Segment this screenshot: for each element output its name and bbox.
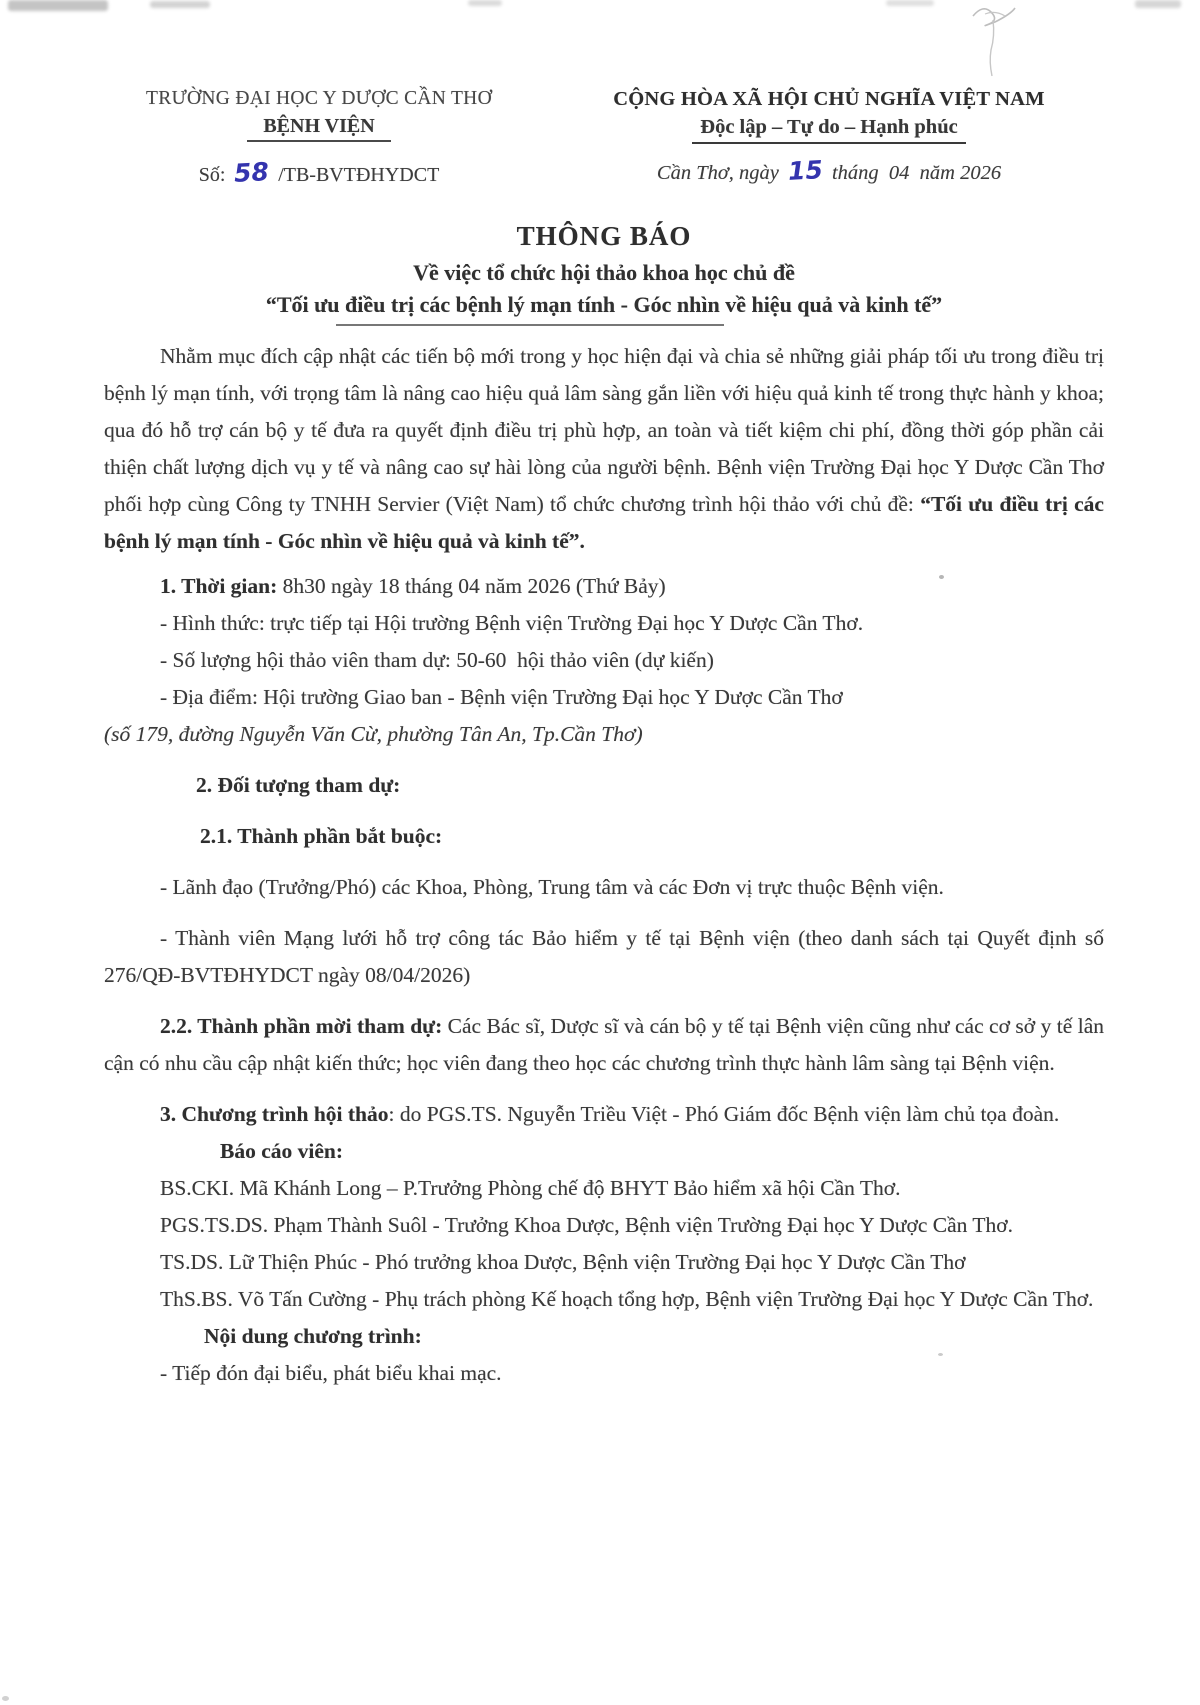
speaker-item-2: PGS.TS.DS. Phạm Thành Suôl - Trưởng Khoa Dược, Bệnh viện Trường Đại học Y Dược Cần Thơ. — [160, 1213, 1013, 1237]
section-1-label: 1. Thời gian: — [160, 574, 278, 598]
section-2-1-heading: 2.1. Thành phần bắt buộc: — [200, 824, 443, 848]
section-1-location-note: (số 179, đường Nguyễn Văn Cừ, phường Tân An, Tp.Cần Thơ) — [104, 722, 643, 746]
scan-smudge — [150, 1, 210, 8]
scan-speck — [2, 1696, 9, 1701]
issuer-block — [104, 88, 534, 187]
section-3-label: 3. Chương trình hội thảo — [160, 1102, 389, 1126]
section-2-heading: 2. Đối tượng tham dự: — [196, 773, 401, 797]
section-2-2-text: Các Bác sĩ, Dược sĩ và cán bộ y tế tại Bệnh viện cũng như các cơ sở y tế lân cận có nhu cầu cập nhật kiến thức; học viên đang theo học các chương trình thực hành lâm sàng tại Bệnh viện. — [104, 1014, 1104, 1075]
date-day-handwritten: 15 — [787, 155, 824, 186]
speaker-item-1: BS.CKI. Mã Khánh Long – P.Trưởng Phòng chế độ BHYT Bảo hiểm xã hội Cần Thơ. — [160, 1176, 901, 1200]
document-topic: “Tối ưu điều trị các bệnh lý mạn tính - Góc nhìn về hiệu quả và kinh tế” — [104, 292, 1104, 318]
section-2-2-label: 2.2. Thành phần mời tham dự: — [160, 1014, 443, 1038]
document-header — [104, 88, 1104, 187]
document-body — [104, 338, 1104, 1392]
section-1-value: 8h30 ngày 18 tháng 04 năm 2026 (Thứ Bảy) — [277, 574, 666, 598]
section-3-text: : do PGS.TS. Nguyễn Triều Việt - Phó Giám đốc Bệnh viện làm chủ tọa đoàn. — [388, 1102, 1060, 1126]
document-title: THÔNG BÁO — [516, 221, 692, 251]
intro-text: Nhằm mục đích cập nhật các tiến bộ mới trong y học hiện đại và chia sẻ những giải pháp tối ưu trong điều trị bệnh lý mạn tính, với trọng tâm là nâng cao hiệu quả lâm sàng gắn liền với hiệu quả kinh tế trong thực hành y khoa; qua đó hỗ trợ cán bộ y tế đưa ra quyết định điều trị phù hợp, an toàn và tiết kiệm chi phí, đồng thời góp phần cải thiện chất lượng dịch vụ y tế và nâng cao sự hài lòng của người bệnh. Bệnh viện Trường Đại học Y Dược Cần Thơ phối hợp cùng Công ty TNHH Servier (Việt Nam) tổ chức chương trình hội thảo với chủ đề: — [104, 344, 1104, 516]
scan-smudge — [468, 0, 502, 6]
document-number-handwritten: 58 — [233, 157, 270, 188]
document-number-prefix: Số: — [198, 164, 226, 186]
document-content — [104, 88, 1104, 1392]
national-motto-line2: Độc lập – Tự do – Hạnh phúc — [554, 116, 1104, 144]
date-line — [554, 156, 1104, 185]
speaker-item-3: TS.DS. Lữ Thiện Phúc - Phó trưởng khoa Dược, Bệnh viện Trường Đại học Y Dược Cần Thơ — [160, 1250, 966, 1274]
intro-topic-bold: “Tối ưu điều trị các bệnh lý mạn tính - Góc nhìn về hiệu quả và kinh tế”. — [104, 492, 1104, 553]
national-motto-line1: CỘNG HÒA XÃ HỘI CHỦ NGHĨA VIỆT NAM — [613, 88, 1045, 110]
date-prefix: Cần Thơ, ngày — [656, 162, 779, 184]
section-1-item-format: - Hình thức: trực tiếp tại Hội trường Bệnh viện Trường Đại học Y Dược Cần Thơ. — [160, 611, 864, 635]
date-suffix: tháng 04 năm 2026 — [831, 162, 1002, 184]
section-2-2-paragraph — [104, 1008, 1104, 1082]
document-subtitle: Về việc tổ chức hội thảo khoa học chủ đề — [413, 260, 795, 285]
issuer-organization: TRƯỜNG ĐẠI HỌC Y DƯỢC CẦN THƠ — [146, 88, 492, 109]
pencil-scribble — [965, 2, 1025, 80]
scan-smudge — [1135, 0, 1181, 8]
document-number-line — [104, 158, 534, 187]
section-2-1-item-2: - Thành viên Mạng lưới hỗ trợ công tác Bảo hiểm y tế tại Bệnh viện (theo danh sách tại Quyết định số 276/QĐ-BVTĐHYDCT ngày 08/04/2026) — [104, 926, 1104, 987]
section-2-1-item-1: - Lãnh đạo (Trưởng/Phó) các Khoa, Phòng, Trung tâm và các Đơn vị trực thuộc Bệnh viện. — [160, 875, 944, 899]
section-3-paragraph — [104, 1096, 1104, 1133]
agenda-item-1: - Tiếp đón đại biểu, phát biểu khai mạc. — [160, 1361, 502, 1385]
speaker-item-4: ThS.BS. Võ Tấn Cường - Phụ trách phòng Kế hoạch tổng hợp, Bệnh viện Trường Đại học Y Dược Cần Thơ. — [160, 1287, 1094, 1311]
national-header-block — [534, 88, 1104, 185]
section-1-item-location: - Địa điểm: Hội trường Giao ban - Bệnh viện Trường Đại học Y Dược Cần Thơ — [160, 685, 843, 709]
document-number-suffix: /TB-BVTĐHYDCT — [278, 164, 440, 186]
speakers-heading: Báo cáo viên: — [220, 1139, 344, 1163]
scan-smudge — [886, 0, 934, 6]
scan-smudge — [8, 0, 108, 11]
section-1-heading — [104, 568, 1104, 605]
intro-paragraph — [104, 338, 1104, 560]
topic-partial-underline — [336, 324, 724, 326]
agenda-heading: Nội dung chương trình: — [204, 1324, 422, 1348]
title-block — [104, 221, 1104, 318]
issuer-unit: BỆNH VIỆN — [104, 115, 534, 142]
section-1-item-quantity: - Số lượng hội thảo viên tham dự: 50-60 hội thảo viên (dự kiến) — [160, 648, 714, 672]
